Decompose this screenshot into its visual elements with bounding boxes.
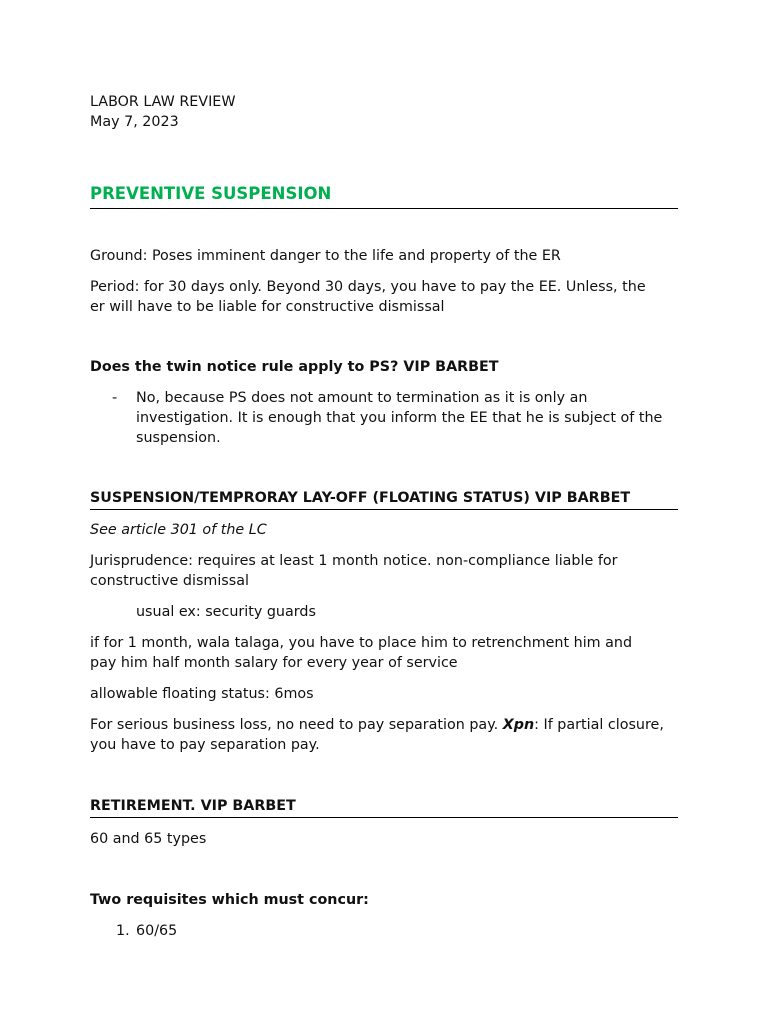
example-paragraph: usual ex: security guards bbox=[136, 604, 316, 620]
xpn-label: Xpn bbox=[502, 717, 535, 733]
twin-notice-answer-text: No, because PS does not amount to termination as it is only an investigation. It is enough that you inform the EE that he is subject of the suspension. bbox=[136, 390, 663, 446]
list-item-text: 60/65 bbox=[136, 923, 178, 939]
article-reference: See article 301 of the LC bbox=[90, 522, 267, 538]
jurisprudence-paragraph: Jurisprudence: requires at least 1 month notice. non-compliance liable for constructive dismissal bbox=[90, 553, 618, 589]
dash-marker: - bbox=[112, 390, 118, 406]
section-retirement bbox=[90, 796, 678, 941]
twin-notice-question: Does the twin notice rule apply to PS? VIP BARBET bbox=[90, 359, 499, 375]
ground-paragraph: Ground: Poses imminent danger to the life and property of the ER bbox=[90, 248, 561, 264]
separation-pay-paragraph bbox=[90, 715, 670, 755]
period-paragraph: Period: for 30 days only. Beyond 30 days, you have to pay the EE. Unless, the er will have to be liable for constructive dismissal bbox=[90, 279, 646, 315]
document-page bbox=[90, 92, 678, 941]
retrenchment-paragraph: if for 1 month, wala talaga, you have to place him to retrenchment him and pay him half month salary for every year of service bbox=[90, 635, 633, 671]
list-item bbox=[90, 921, 678, 941]
section-floating-status bbox=[90, 488, 678, 755]
twin-notice-answer bbox=[90, 388, 678, 448]
section-heading-floating-status: SUSPENSION/TEMPRORAY LAY-OFF (FLOATING STATUS) VIP BARBET bbox=[90, 488, 678, 510]
document-title: LABOR LAW REVIEW bbox=[90, 94, 236, 110]
partial-closure-text: : If partial closure, you have to pay separation pay. bbox=[90, 717, 664, 753]
floating-status-paragraph: allowable floating status: 6mos bbox=[90, 686, 314, 702]
section-heading-preventive-suspension: PREVENTIVE SUSPENSION bbox=[90, 182, 678, 209]
requisites-heading: Two requisites which must concur: bbox=[90, 892, 369, 908]
list-number: 1. bbox=[116, 923, 130, 939]
serious-loss-text: For serious business loss, no need to pay separation pay. bbox=[90, 717, 503, 733]
section-heading-retirement: RETIREMENT. VIP BARBET bbox=[90, 796, 678, 818]
section-preventive-suspension bbox=[90, 182, 678, 448]
document-header bbox=[90, 92, 678, 132]
retirement-types: 60 and 65 types bbox=[90, 831, 207, 847]
document-date: May 7, 2023 bbox=[90, 114, 179, 130]
